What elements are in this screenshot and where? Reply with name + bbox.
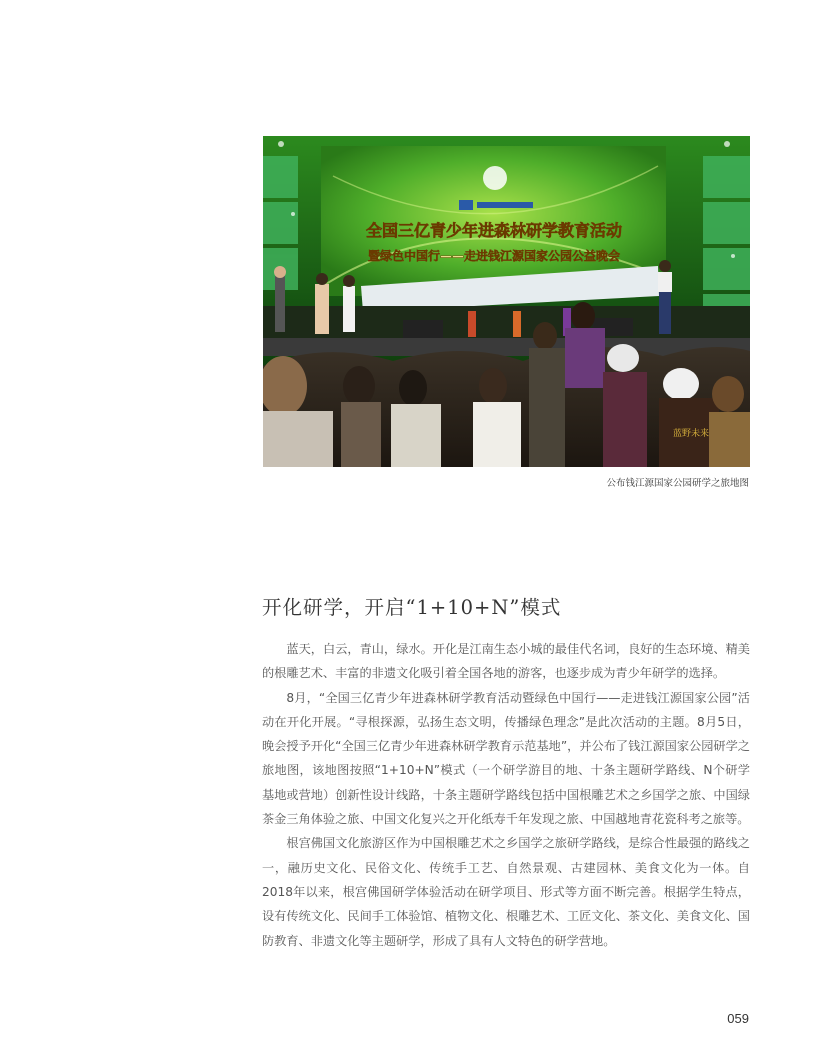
screen-banner-line2: 暨绿色中国行——走进钱江源国家公园公益晚会 <box>367 249 621 263</box>
screen-banner-line1: 全国三亿青少年进森林研学教育活动 <box>365 221 623 240</box>
paragraph-3: 根宫佛国文化旅游区作为中国根雕艺术之乡国学之旅研学路线，是综合性最强的路线之一，融历史文化、民俗文化、传统手工艺、自然景观、古建园林、美食文化为一体。自2018年以来，根宫佛国研学体验活动在研学项目、形式等方面不断完善。根据学生特点，设有传统文化、民间手工体验馆、植物文化、根雕艺术、工匠文化、茶文化、美食文化、国防教育、非遗文化等主题研学，形成了具有人文特色的研学营地。 <box>262 836 750 948</box>
section-heading: 开化研学，开启“1+10+N”模式 <box>262 596 562 619</box>
stage-illustration <box>263 136 750 467</box>
event-photo <box>263 136 750 467</box>
shirt-print: 蓝野未来 <box>673 429 710 439</box>
page-number: 059 <box>727 1011 749 1026</box>
photo-caption: 公布钱江源国家公园研学之旅地图 <box>606 478 749 489</box>
article-body <box>262 637 750 953</box>
paragraph-1: 蓝天，白云，青山，绿水。开化是江南生态小城的最佳代名词，良好的生态环境、精美的根雕艺术、丰富的非遗文化吸引着全国各地的游客，也逐步成为青少年研学的选择。 <box>262 642 750 681</box>
paragraph-2: 8月，“全国三亿青少年进森林研学教育活动暨绿色中国行——走进钱江源国家公园”活动在开化开展。“寻根探源，弘扬生态文明，传播绿色理念”是此次活动的主题。8月5日，晚会授予开化“全国三亿青少年进森林研学教育示范基地”，并公布了钱江源国家公园研学之旅地图，该地图按照“1+10+N”模式（一个研学游目的地、十条主题研学路线、N个研学基地或营地）创新性设计线路，十条主题研学路线包括中国根雕艺术之乡国学之旅、中国绿茶金三角体验之旅、中国文化复兴之开化纸寿千年发现之旅、中国越地青花瓷科考之旅等。 <box>262 690 750 827</box>
